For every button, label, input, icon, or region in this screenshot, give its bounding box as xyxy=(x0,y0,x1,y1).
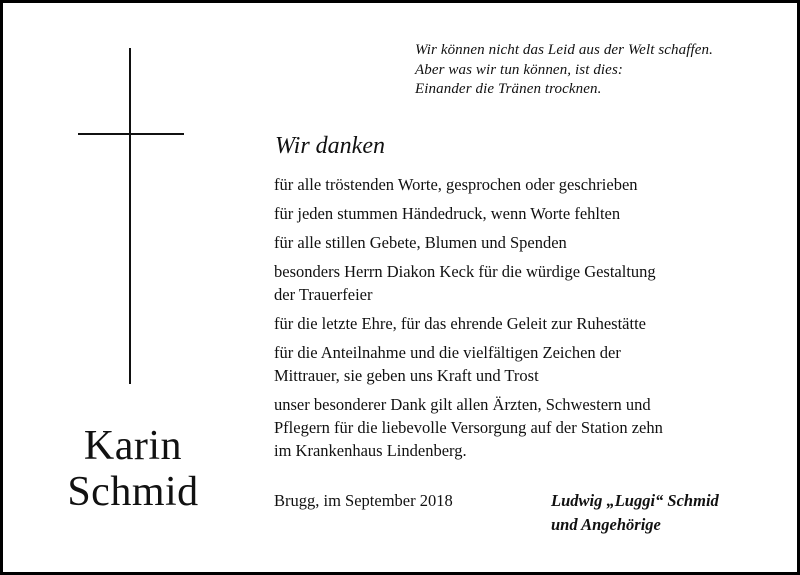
signature-line: und Angehörige xyxy=(551,515,661,534)
signature-line: Ludwig „Luggi“ Schmid xyxy=(551,491,719,510)
deceased-last-name: Schmid xyxy=(67,469,199,515)
thanks-item: für die Anteilnahme und die vielfältigen Zeichen der Mittrauer, sie geben uns Kraft und Trost xyxy=(274,343,621,385)
motto-quote xyxy=(415,41,795,100)
cross-vertical-bar xyxy=(129,48,131,384)
place-date: Brugg, im September 2018 xyxy=(274,491,453,510)
motto-line: Aber was wir tun können, ist dies: xyxy=(415,61,623,78)
thanks-heading: Wir danken xyxy=(275,133,385,159)
thanks-item: besonders Herrn Diakon Keck für die würdige Gestaltung der Trauerfeier xyxy=(274,262,656,304)
deceased-first-name: Karin xyxy=(83,423,183,469)
thanks-item: für alle tröstenden Worte, gesprochen oder geschrieben xyxy=(274,175,638,194)
thanks-list xyxy=(274,173,779,468)
deceased-name xyxy=(53,423,213,515)
thanks-item: für jeden stummen Händedruck, wenn Worte fehlten xyxy=(274,204,621,223)
signature xyxy=(551,489,719,537)
thanks-item: unser besonderer Dank gilt allen Ärzten, Schwestern und Pflegern für die liebevolle Versorgung auf der Station zehn im Krankenhaus Lindenberg. xyxy=(274,395,663,460)
motto-line: Wir können nicht das Leid aus der Welt schaffen. xyxy=(415,42,713,58)
cross-icon xyxy=(78,48,184,384)
thanks-item: für die letzte Ehre, für das ehrende Geleit zur Ruhestätte xyxy=(274,314,646,333)
motto-line: Einander die Tränen trocknen. xyxy=(415,81,602,97)
cross-horizontal-bar xyxy=(78,133,184,135)
thanks-item: für alle stillen Gebete, Blumen und Spenden xyxy=(274,233,567,252)
